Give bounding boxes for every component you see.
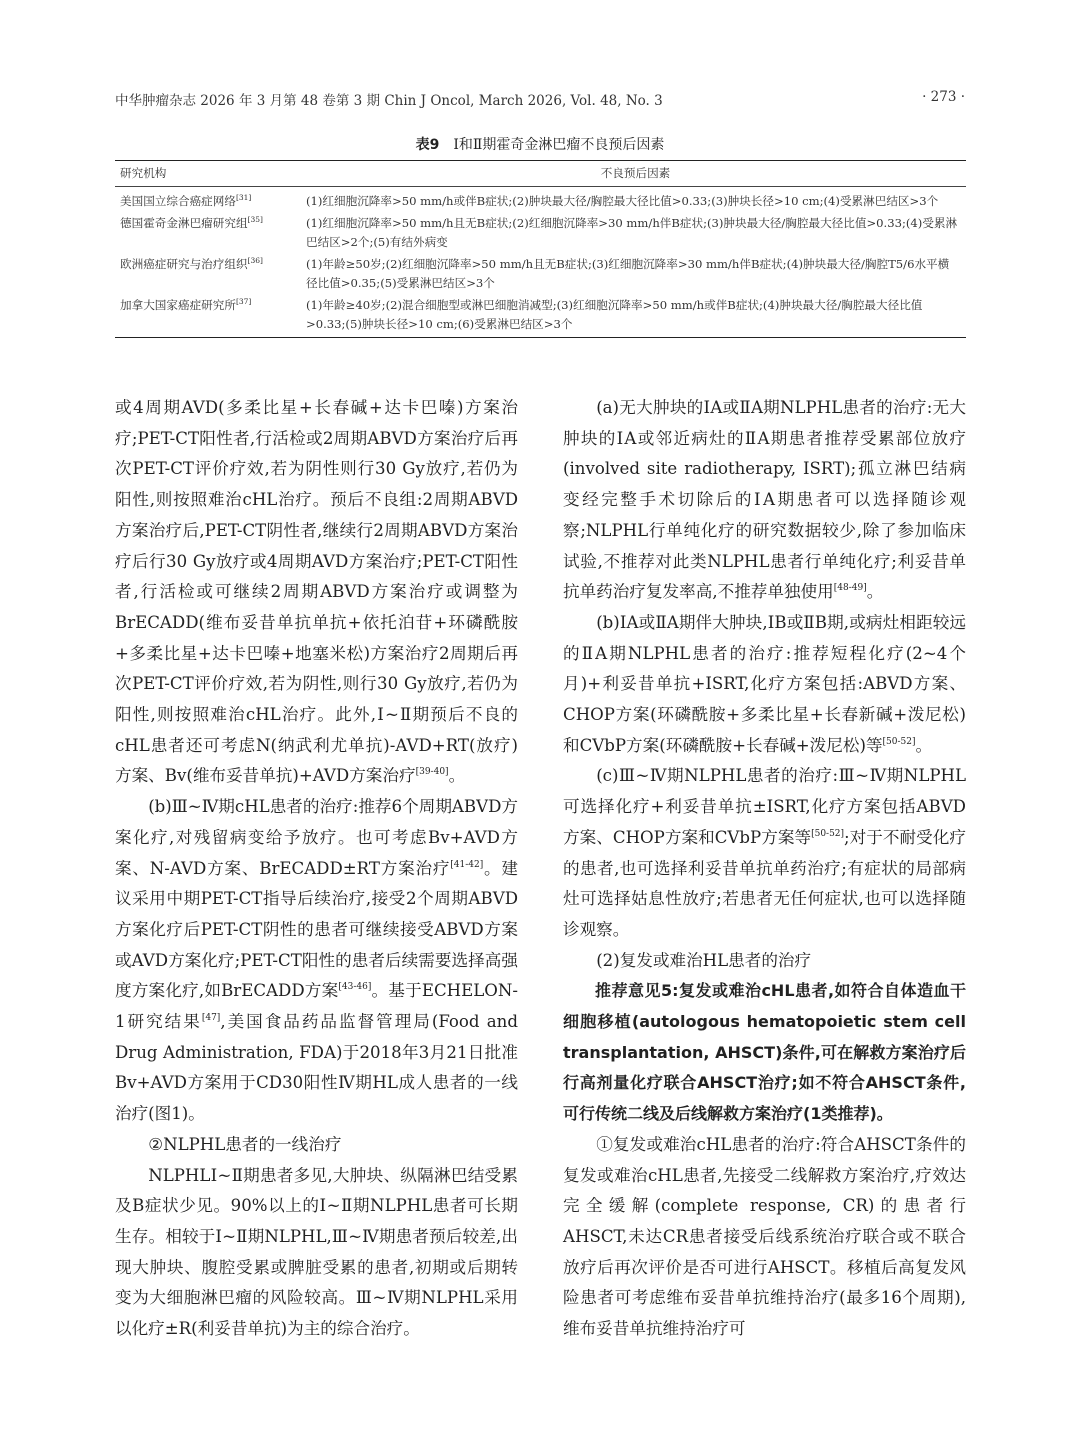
journal-citation: 中华肿瘤杂志 2026 年 3 月第 48 卷第 3 期 Chin J Oncol, March 2026, Vol. 48, No. 3 bbox=[115, 93, 663, 109]
table-row bbox=[115, 253, 966, 294]
table-cell-org bbox=[115, 192, 306, 211]
page-number: · 273 · bbox=[922, 89, 965, 105]
paragraph bbox=[563, 608, 966, 762]
text-run: (b)ⅠA或ⅡA期伴大肿块,ⅠB或ⅡB期,或病灶相距较远的ⅡA期NLPHL患者的治疗:推荐短程化疗(2~4个月)+利妥昔单抗+ISRT,化疗方案包括:ABVD方案、CHOP方案(环磷酰胺+多柔比星+长春新碱+泼尼松)和CVbP方案(环磷酰胺+长春碱+泼尼松)等 bbox=[563, 612, 966, 755]
right-text-column bbox=[563, 393, 966, 1345]
text-run: (a)无大肿块的ⅠA或ⅡA期NLPHL患者的治疗:无大肿块的ⅠA或邻近病灶的ⅡA期患者推荐受累部位放疗(involved site radiotherapy, ISRT);孤立淋巴结病变经完整手术切除后的ⅠA期患者可以选择随诊观察;NLPHL行单纯化疗的研究数据较少,除了参加临床试验,不推荐对此类NLPHL患者行单纯化疗;利妥昔单抗单药治疗复发率高,不推荐单独使用 bbox=[563, 398, 966, 602]
table-header-factors: 不良预后因素 bbox=[600, 166, 671, 180]
paragraph bbox=[115, 792, 518, 1130]
org-name: 加拿大国家癌症研究所 bbox=[120, 298, 236, 312]
section-heading: (2)复发或难治HL患者的治疗 bbox=[596, 950, 812, 970]
table-cell-org bbox=[115, 255, 306, 293]
text-run: ;对于不耐受化疗的患者,也可选择利妥昔单抗单药治疗;有症状的局部病灶可选择姑息性放疗;若患者无任何症状,也可以选择随诊观察。 bbox=[563, 827, 966, 939]
text-run: 。建议采用中期PET-CT指导后续治疗,接受2个周期ABVD方案化疗后PET-CT阴性的患者可继续接受ABVD方案或AVD方案化疗;PET-CT阳性的患者后续需要选择高强度方案化疗,如BrECADD方案 bbox=[115, 858, 518, 1001]
table-cell-org bbox=[115, 296, 306, 334]
text-run: 。 bbox=[915, 735, 933, 755]
table-cell-factors: (1)红细胞沉降率>50 mm/h或伴B症状;(2)肿块最大径/胸腔最大径比值>0.33;(3)肿块长径>10 cm;(4)受累淋巴结区>3个 bbox=[306, 194, 939, 208]
citation: [50-52] bbox=[882, 736, 916, 747]
org-name: 美国国立综合癌症网络 bbox=[120, 194, 236, 208]
citation: [43-46] bbox=[338, 982, 372, 993]
recommendation-box: 推荐意见5:复发或难治cHL患者,如符合自体造血干细胞移植(autologous hematopoietic stem cell transplantation, AHSCT)条件,可在解救方案治疗后行高剂量化疗联合AHSCT治疗;如不符合AHSCT条件,可行传统二线及后线解救方案治疗(1类推荐)。 bbox=[563, 981, 966, 1124]
text-run: 或4周期AVD(多柔比星+长春碱+达卡巴嗪)方案治疗;PET-CT阳性者,行活检或2周期ABVD方案治疗后再次PET-CT评价疗效,若为阴性则行30 Gy放疗,若仍为阳性,则按照难治cHL治疗。预后不良组:2周期ABVD方案治疗后,PET-CT阴性者,继续行2周期ABVD方案治疗后行30 Gy放疗或4周期AVD方案治疗;PET-CT阳性者,行活检或可继续2周期ABVD方案治疗或调整为BrECADD(维布妥昔单抗单抗+依托泊苷+环磷酰胺+多柔比星+达卡巴嗪+地塞米松)方案治疗2周期后再次PET-CT评价疗效,若为阴性,则行30 Gy放疗,若仍为阳性,则按照难治cHL治疗。此外,Ⅰ~Ⅱ期预后不良的cHL患者还可考虑N(纳武利尤单抗)-AVD+RT(放疗)方案、Bv(维布妥昔单抗)+AVD方案治疗 bbox=[115, 398, 518, 786]
citation: [48-49] bbox=[833, 583, 867, 594]
paragraph: ①复发或难治cHL患者的治疗:符合AHSCT条件的复发或难治cHL患者,先接受二线解救方案治疗,疗效达完全缓解(complete response, CR)的患者行AHSCT,未达CR患者接受后线系统治疗联合或不联合放疗后再次评价是否可进行AHSCT。移植后高复发风险患者可考虑维布妥昔单抗维持治疗(最多16个周期),维布妥昔单抗维持治疗可 bbox=[563, 1134, 966, 1339]
citation: [37] bbox=[235, 297, 252, 306]
table-row bbox=[115, 187, 966, 212]
text-run: (c)Ⅲ~Ⅳ期NLPHL患者的治疗:Ⅲ~Ⅳ期NLPHL可选择化疗+利妥昔单抗±ISRT,化疗方案包括ABVD方案、CHOP方案和CVbP方案等 bbox=[563, 766, 966, 847]
paragraph bbox=[563, 761, 966, 945]
text-run: 。基于ECHELON-1研究结果 bbox=[115, 981, 518, 1032]
text-run: ,美国食品药品监督管理局(Food and Drug Administration, FDA)于2018年3月21日批准Bv+AVD方案用于CD30阳性Ⅳ期HL成人患者的一线治疗(图1)。 bbox=[115, 1012, 518, 1124]
table-label: 表9 bbox=[415, 137, 440, 153]
org-name: 欧洲癌症研究与治疗组织 bbox=[120, 257, 248, 271]
paragraph: NLPHLⅠ~Ⅱ期患者多见,大肿块、纵隔淋巴结受累及B症状少见。90%以上的Ⅰ~Ⅱ期NLPHL患者可长期生存。相较于Ⅰ~Ⅱ期NLPHL,Ⅲ~Ⅳ期患者预后较差,出现大肿块、腹腔受累或脾脏受累的患者,初期或后期转变为大细胞淋巴瘤的风险较高。Ⅲ~Ⅳ期NLPHL采用以化疗±R(利妥昔单抗)为主的综合治疗。 bbox=[115, 1165, 518, 1339]
citation: [35] bbox=[247, 215, 263, 224]
section-heading: ②NLPHL患者的一线治疗 bbox=[148, 1134, 342, 1154]
table-header-org: 研究机构 bbox=[120, 166, 167, 180]
text-run: 。 bbox=[448, 766, 466, 786]
citation: [50-52] bbox=[811, 828, 845, 839]
paragraph bbox=[563, 393, 966, 608]
paragraph bbox=[115, 393, 518, 792]
table-cell-factors: (1)年龄≥40岁;(2)混合细胞型或淋巴细胞消减型;(3)红细胞沉降率>50 mm/h或伴B症状;(4)肿块最大径/胸腔最大径比值>0.33;(5)肿块长径>10 cm;(6)受累淋巴结区>3个 bbox=[306, 298, 923, 331]
prognostic-factors-table bbox=[115, 160, 966, 338]
table-caption bbox=[115, 134, 965, 154]
citation: [41-42] bbox=[450, 859, 484, 870]
table-cell-factors: (1)年龄≥50岁;(2)红细胞沉降率>50 mm/h且无B症状;(3)红细胞沉降率>30 mm/h伴B症状;(4)肿块最大径/胸腔T5/6水平横径比值>0.35;(5)受累淋巴结区>3个 bbox=[306, 257, 950, 290]
left-text-column bbox=[115, 393, 518, 1345]
citation: [31] bbox=[235, 193, 252, 202]
citation: [36] bbox=[247, 256, 263, 265]
org-name: 德国霍奇金淋巴瘤研究组 bbox=[120, 216, 248, 230]
table-row bbox=[115, 212, 966, 253]
citation: [47] bbox=[201, 1013, 221, 1024]
citation: [39-40] bbox=[415, 767, 449, 778]
table-cell-org bbox=[115, 214, 306, 252]
table-row bbox=[115, 294, 966, 337]
table-header-row bbox=[115, 161, 966, 187]
text-run: (b)Ⅲ~Ⅳ期cHL患者的治疗:推荐6个周期ABVD方案化疗,对残留病变给予放疗。也可考虑Bv+AVD方案、N-AVD方案、BrECADD±RT方案治疗 bbox=[115, 797, 518, 878]
running-header bbox=[115, 89, 965, 111]
text-run: 。 bbox=[866, 582, 884, 602]
table-cell-factors: (1)红细胞沉降率>50 mm/h且无B症状;(2)红细胞沉降率>30 mm/h伴B症状;(3)肿块最大径/胸腔最大径比值>0.33;(4)受累淋巴结区>2个;(5)有结外病变 bbox=[306, 216, 958, 249]
table-title: Ⅰ和Ⅱ期霍奇金淋巴瘤不良预后因素 bbox=[453, 137, 665, 153]
